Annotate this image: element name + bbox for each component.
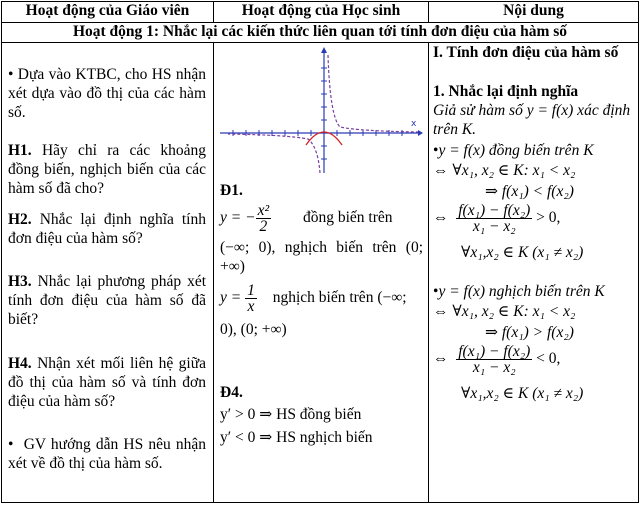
- decreasing-line-1: ⇔ ∀x₁, x₂ ∈ K: x₁ < x₂: [433, 303, 576, 320]
- y-axis-arrow: [321, 47, 327, 53]
- bullet-icon: •: [433, 283, 439, 300]
- answer-f1-line: y = − $\frac{\text{x²}}{2}$ đồng biến trên: [220, 202, 393, 235]
- activity-title: Hoạt động 1: Nhắc lại các kiến thức liên quan tới tính đơn điệu của hàm số: [2, 23, 639, 43]
- bullet-icon: •: [8, 66, 18, 83]
- answer-f2-line: y = $\frac{1}{x}$ nghịch biến trên (−∞;: [220, 282, 407, 315]
- f1-fraction: $\frac{\text{x²}}{2}$: [257, 202, 270, 235]
- answer-d1-label: Đ1.: [220, 182, 243, 199]
- x-axis-label: x: [411, 119, 417, 129]
- header-teacher: Hoạt động của Giáo viên: [2, 2, 214, 23]
- hyperbola-right: [328, 55, 418, 132]
- teacher-column: [2, 43, 214, 503]
- decreasing-line-2: ⇒ f(x₁) > f(x₂): [485, 324, 574, 341]
- answer-d4-line1: y′ > 0 ⇒ HS đồng biến: [220, 406, 362, 423]
- answer-d4-line2: y′ < 0 ⇒ HS nghịch biến: [220, 429, 373, 446]
- lesson-table: [1, 1, 639, 503]
- dec-fraction: $\frac{\text{f(x₁) − f(x₂)}}{\text{x₁ − x₂}}$: [458, 343, 531, 376]
- f2-fraction: $\frac{1}{x}$: [247, 282, 255, 315]
- header-row: [2, 2, 639, 23]
- inc-fraction: $\frac{\text{f(x₁) − f(x₂)}}{\text{x₁ − x₂}}$: [458, 202, 531, 235]
- teacher-bullet-2: • GV hướng dẫn HS nêu nhận xét về đồ thị của hàm số.: [8, 436, 206, 472]
- increasing-line-1: ⇔ ∀x₁, x₂ ∈ K: x₁ < x₂: [433, 162, 576, 179]
- student-column: [214, 43, 429, 503]
- content-section-title: I. Tính đơn điệu của hàm số: [433, 44, 619, 61]
- header-student: Hoạt động của Học sinh: [214, 2, 429, 23]
- answer-f1-rest: (−∞; 0), nghịch biến trên (0; +∞): [220, 239, 423, 275]
- function-graph: [218, 47, 423, 175]
- teacher-bullet-1: • Dựa vào KTBC, cho HS nhận xét dựa vào đồ thị của các hàm số.: [8, 66, 206, 121]
- increasing-line-2: ⇒ f(x₁) < f(x₂): [485, 183, 574, 200]
- content-subsection: 1. Nhắc lại định nghĩa: [433, 83, 579, 100]
- increasing-line-4: ∀x₁,x₂ ∈ K (x₁ ≠ x₂): [461, 244, 584, 261]
- bullet-icon: •: [8, 436, 24, 453]
- decreasing-definition: •y = f(x) nghịch biến trên K: [433, 283, 605, 300]
- decreasing-line-3: ⇔ $\frac{\text{f(x₁) − f(x₂)}}{\text{x₁ − x₂}}$ < 0,: [433, 343, 561, 376]
- teacher-h1: H1. Hãy chỉ ra các khoảng đồng biến, nghịch biến của các hàm số đã cho?: [8, 142, 206, 197]
- teacher-h3: H3. Nhắc lại phương pháp xét tính đơn điệu của hàm số đã biết?: [8, 273, 206, 328]
- teacher-h4: H4. Nhận xét mối liên hệ giữa đồ thị của hàm số và tính đơn điệu của hàm số?: [8, 355, 206, 410]
- activity-row: [2, 23, 639, 43]
- content-column: [429, 43, 639, 503]
- increasing-definition: •y = f(x) đồng biến trên K: [433, 142, 594, 159]
- hyperbola-left: [228, 134, 320, 173]
- content-intro: Giả sử hàm số y = f(x) xác định trên K.: [433, 102, 631, 138]
- increasing-line-3: ⇔ $\frac{\text{f(x₁) − f(x₂)}}{\text{x₁ − x₂}}$ > 0,: [433, 202, 561, 235]
- bullet-icon: •: [433, 142, 439, 159]
- x-axis-arrow: [418, 130, 423, 136]
- body-row: [2, 43, 639, 503]
- decreasing-line-4: ∀x₁,x₂ ∈ K (x₁ ≠ x₂): [461, 385, 584, 402]
- answer-f2-rest: 0), (0; +∞): [220, 321, 287, 338]
- header-content: Nội dung: [429, 2, 639, 23]
- teacher-h2: H2. Nhắc lại định nghĩa tính đơn điệu của hàm số?: [8, 211, 206, 247]
- answer-d4-label: Đ4.: [220, 384, 243, 401]
